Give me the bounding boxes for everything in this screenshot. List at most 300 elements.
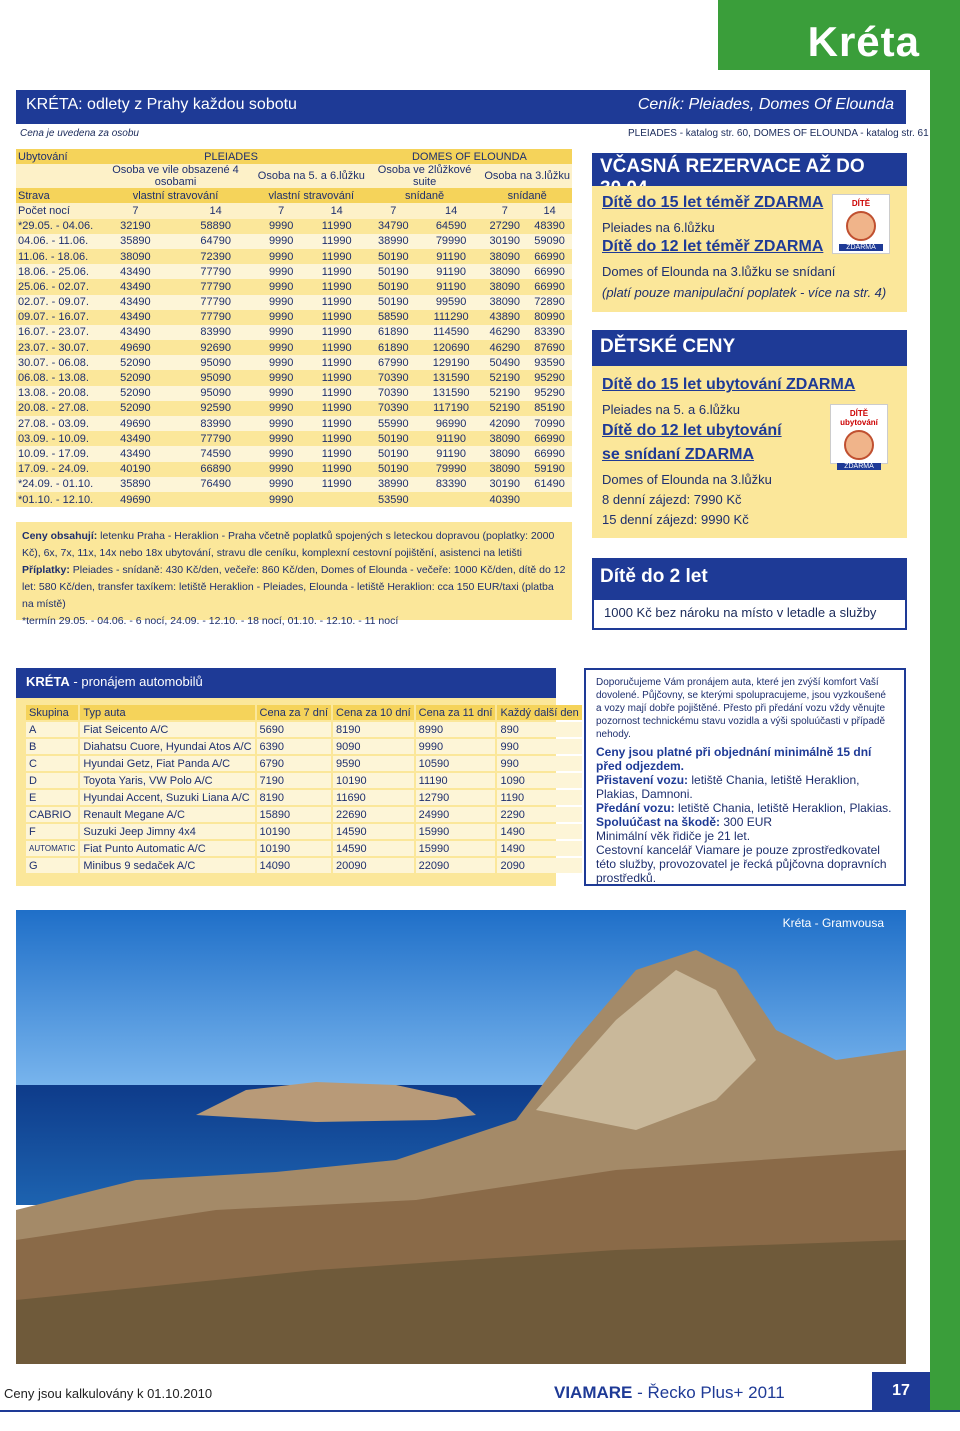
price-cell: 43490 xyxy=(95,325,175,340)
price-cell: 85190 xyxy=(527,401,572,416)
car-price-cell: 14590 xyxy=(333,841,414,856)
price-cell: 11990 xyxy=(307,446,367,461)
price-cell: 50190 xyxy=(367,249,420,264)
child-badge-icon: DÍTĚ ZDARMA xyxy=(832,194,890,254)
price-cell: 9990 xyxy=(256,249,307,264)
price-cell: 50190 xyxy=(367,431,420,446)
price-cell: 27290 xyxy=(482,219,527,234)
price-cell: 70390 xyxy=(367,386,420,401)
price-cell: 50190 xyxy=(367,264,420,279)
term-cell: 20.08. - 27.08. xyxy=(16,401,95,416)
price-cell: 61890 xyxy=(367,340,420,355)
header-d1: Osoba ve 2lůžkové suite xyxy=(367,164,483,188)
car-price-cell: 9090 xyxy=(333,739,414,754)
price-cell: 79990 xyxy=(420,462,482,477)
term-cell: *29.05. - 04.06. xyxy=(18,220,94,233)
notes-box xyxy=(16,522,572,627)
term-cell: 30.07. - 06.08. xyxy=(16,355,95,370)
price-table xyxy=(16,149,572,507)
price-cell: 9990 xyxy=(256,492,307,507)
price-cell: 64590 xyxy=(420,219,482,234)
under-two-text: 1000 Kč bez nároku na místo v letadle a služby xyxy=(592,598,907,630)
price-cell: 77790 xyxy=(176,264,256,279)
car-type-cell: Renault Megane A/C xyxy=(80,807,254,822)
car-info-valid: Ceny jsou platné při objednání minimálně 15 dní před odjezdem. xyxy=(596,745,872,773)
notes-termin: *termín 29.05. - 04.06. - 6 nocí, 24.09. - 12.10. - 18 nocí, 01.10. - 12.10. - 11 nocí xyxy=(22,615,399,627)
kids-link-2a[interactable]: Dítě do 12 let ubytování xyxy=(602,422,782,439)
price-cell: 52190 xyxy=(482,370,527,385)
driver-age: Minimální věk řidiče je 21 let. xyxy=(596,829,751,843)
price-cell xyxy=(307,492,367,507)
price-cell: 77790 xyxy=(176,295,256,310)
car-price-cell: 15990 xyxy=(416,841,496,856)
car-price-cell: 9990 xyxy=(416,739,496,754)
price-cell: 52190 xyxy=(482,401,527,416)
price-cell xyxy=(527,492,572,507)
nights-cell: 14 xyxy=(420,203,482,218)
brand-rest: - Řecko Plus+ 2011 xyxy=(632,1383,785,1402)
term-cell: 18.06. - 25.06. xyxy=(16,264,95,279)
car-row xyxy=(26,824,582,839)
price-cell: 79990 xyxy=(420,234,482,249)
price-cell: 43490 xyxy=(95,431,175,446)
price-cell: 35890 xyxy=(95,234,175,249)
price-cell: 11990 xyxy=(307,219,367,234)
header-bar xyxy=(16,90,906,124)
table-row xyxy=(16,386,572,401)
header-p2: Osoba na 5. a 6.lůžku xyxy=(256,164,367,188)
price-note: Cena je uvedena za osobu xyxy=(20,128,139,139)
nights-cell: 7 xyxy=(367,203,420,218)
term-cell: *01.10. - 12.10. xyxy=(18,493,94,506)
child-face-icon xyxy=(846,211,876,241)
price-cell: 95090 xyxy=(176,370,256,385)
nights-cell: 14 xyxy=(527,203,572,218)
nights-cell: 7 xyxy=(256,203,307,218)
price-cell: 38090 xyxy=(482,264,527,279)
price-cell: 46290 xyxy=(482,340,527,355)
price-cell: 11990 xyxy=(307,264,367,279)
car-row xyxy=(26,790,582,805)
price-cell: 95090 xyxy=(176,386,256,401)
price-cell: 72890 xyxy=(527,295,572,310)
price-cell: 55990 xyxy=(367,416,420,431)
notes-priplatky-text: Pleiades - snídaně: 430 Kč/den, večeře: 860 Kč/den, Domes of Elounda - večeře: 1000 Kč/den, dítě do 12 let: 580 Kč/den, transfer taxíkem: letiště Heraklion - Pleiades, Elounda - letiště Heraklion: cca 150 EUR/taxi (platba na místě) xyxy=(22,564,566,610)
price-cell: 66990 xyxy=(527,264,572,279)
car-row xyxy=(26,756,582,771)
price-cell: 52090 xyxy=(95,401,175,416)
price-cell: 117190 xyxy=(420,401,482,416)
price-cell: 66990 xyxy=(527,446,572,461)
price-cell: 66890 xyxy=(176,462,256,477)
price-cell: 131590 xyxy=(420,370,482,385)
price-cell: 95090 xyxy=(176,355,256,370)
child-badge-icon: DÍTĚ ubytování ZDARMA xyxy=(830,404,888,464)
kids-prices-box xyxy=(592,366,907,538)
price-cell: 91190 xyxy=(420,264,482,279)
kids-prices-heading: DĚTSKÉ CENY xyxy=(592,330,907,366)
return-label: Předání vozu: xyxy=(596,801,675,815)
price-cell: 9990 xyxy=(256,325,307,340)
price-cell: 52090 xyxy=(95,386,175,401)
price-cell: 111290 xyxy=(420,310,482,325)
early-note: (platí pouze manipulační poplatek - více na str. 4) xyxy=(602,285,887,300)
car-col-header: Typ auta xyxy=(80,705,254,720)
price-cell: 74590 xyxy=(176,446,256,461)
notes-ceny-text: letenku Praha - Heraklion - Praha včetně poplatků spojených s leteckou dopravou (poplatky: 2000 Kč), 6x, 7x, 11x, 14x nebo 18x ubytování, stravu dle ceníku, komplexní cestovní pojištění, asistenci na letišti xyxy=(22,530,555,559)
car-price-cell: 6790 xyxy=(257,756,332,771)
price-cell: 11990 xyxy=(307,325,367,340)
price-cell: 58590 xyxy=(367,310,420,325)
car-rental-heading xyxy=(16,668,556,698)
header-noci: Počet nocí xyxy=(16,203,95,218)
car-price-cell: 1490 xyxy=(497,824,581,839)
price-cell: 9990 xyxy=(256,295,307,310)
term-cell: 25.06. - 02.07. xyxy=(16,279,95,294)
table-row xyxy=(16,249,572,264)
price-cell: 43490 xyxy=(95,264,175,279)
table-row xyxy=(16,370,572,385)
term-cell: 27.08. - 03.09. xyxy=(16,416,95,431)
table-row xyxy=(16,355,572,370)
price-cell: 93590 xyxy=(527,355,572,370)
nights-cell: 7 xyxy=(482,203,527,218)
car-price-cell: 8190 xyxy=(257,790,332,805)
early-link-1[interactable]: Dítě do 15 let téměř ZDARMA xyxy=(602,194,824,211)
price-cell: 66990 xyxy=(527,431,572,446)
car-price-cell: 2290 xyxy=(497,807,581,822)
price-cell: 11990 xyxy=(307,310,367,325)
price-cell: 92690 xyxy=(176,340,256,355)
kids-link-1[interactable]: Dítě do 15 let ubytování ZDARMA xyxy=(602,376,856,393)
price-cell: 91190 xyxy=(420,431,482,446)
price-cell: 11990 xyxy=(307,386,367,401)
car-price-cell: 2090 xyxy=(497,858,581,873)
photo-caption: Kréta - Gramvousa xyxy=(782,916,884,930)
price-cell: 66990 xyxy=(527,279,572,294)
price-cell: 9990 xyxy=(256,401,307,416)
price-cell: 38090 xyxy=(482,249,527,264)
price-cell: 9990 xyxy=(256,355,307,370)
price-cell: 38090 xyxy=(482,431,527,446)
car-price-cell: 11690 xyxy=(333,790,414,805)
car-price-cell: 11190 xyxy=(416,773,496,788)
car-type-cell: Toyota Yaris, VW Polo A/C xyxy=(80,773,254,788)
price-cell: 49690 xyxy=(95,492,175,507)
price-cell: 70990 xyxy=(527,416,572,431)
pickup-label: Přistavení vozu: xyxy=(596,773,689,787)
term-cell: 09.07. - 16.07. xyxy=(16,310,95,325)
deductible-label: Spoluúčast na škodě: xyxy=(596,815,721,829)
car-price-cell: 1490 xyxy=(497,841,581,856)
price-cell: 43890 xyxy=(482,310,527,325)
price-cell: 11990 xyxy=(307,416,367,431)
car-group-cell: D xyxy=(26,773,78,788)
price-cell: 92590 xyxy=(176,401,256,416)
car-price-cell: 8190 xyxy=(333,722,414,737)
strava-d2: snídaně xyxy=(482,188,572,203)
table-row xyxy=(16,462,572,477)
price-cell: 43490 xyxy=(95,310,175,325)
table-row xyxy=(16,446,572,461)
price-cell: 49690 xyxy=(95,340,175,355)
table-row xyxy=(16,325,572,340)
price-cell: 131590 xyxy=(420,386,482,401)
notes-ceny-label: Ceny obsahují: xyxy=(22,530,98,542)
car-price-cell: 8990 xyxy=(416,722,496,737)
kids-link-2b[interactable]: se snídaní ZDARMA xyxy=(602,446,755,463)
header-p1: Osoba ve vile obsazené 4 osobami xyxy=(95,164,256,188)
title-block xyxy=(718,0,960,70)
term-cell: 16.07. - 23.07. xyxy=(16,325,95,340)
agency-note: Cestovní kancelář Viamare je pouze zprostředkovatel této služby, provozovatel je řecká půjčovna dopravních prostředků. xyxy=(596,843,887,885)
early-link-2[interactable]: Dítě do 12 let téměř ZDARMA xyxy=(602,238,824,255)
car-group-cell: C xyxy=(26,756,78,771)
price-cell: 42090 xyxy=(482,416,527,431)
car-price-cell: 15990 xyxy=(416,824,496,839)
price-cell: 66990 xyxy=(527,249,572,264)
price-cell: 91190 xyxy=(420,249,482,264)
price-cell: 77790 xyxy=(176,310,256,325)
car-group-cell: CABRIO xyxy=(26,807,78,822)
price-cell: 120690 xyxy=(420,340,482,355)
nights-cell: 14 xyxy=(176,203,256,218)
car-price-cell: 990 xyxy=(497,739,581,754)
footer-note: Ceny jsou kalkulovány k 01.10.2010 xyxy=(4,1386,213,1401)
price-cell: 30190 xyxy=(482,477,527,492)
car-row xyxy=(26,773,582,788)
car-type-cell: Suzuki Jeep Jimny 4x4 xyxy=(80,824,254,839)
price-cell: 64790 xyxy=(176,234,256,249)
car-price-cell: 24990 xyxy=(416,807,496,822)
table-row xyxy=(16,477,572,492)
term-cell: 17.09. - 24.09. xyxy=(16,462,95,477)
price-cell: 76490 xyxy=(176,477,256,492)
table-row xyxy=(16,492,572,507)
price-cell: 9990 xyxy=(256,416,307,431)
car-price-cell: 10190 xyxy=(257,841,332,856)
price-cell: 11990 xyxy=(307,401,367,416)
price-cell: 43490 xyxy=(95,446,175,461)
car-price-cell: 9590 xyxy=(333,756,414,771)
kids-text-2: Domes of Elounda na 3.lůžku xyxy=(602,472,772,487)
price-cell: 38090 xyxy=(482,446,527,461)
deductible-text: 300 EUR xyxy=(720,815,773,829)
price-cell: 35890 xyxy=(95,477,175,492)
price-cell: 9990 xyxy=(256,234,307,249)
price-cell: 9990 xyxy=(256,370,307,385)
table-row xyxy=(16,264,572,279)
car-head-bold: KRÉTA xyxy=(26,674,70,689)
price-cell: 43490 xyxy=(95,279,175,294)
table-row xyxy=(16,401,572,416)
footer-brand xyxy=(554,1383,785,1403)
term-cell: 03.09. - 10.09. xyxy=(16,431,95,446)
price-cell: 129190 xyxy=(420,355,482,370)
price-cell: 96990 xyxy=(420,416,482,431)
price-cell: 59090 xyxy=(527,234,572,249)
price-cell: 70390 xyxy=(367,370,420,385)
price-cell: 9990 xyxy=(256,477,307,492)
car-price-cell: 10190 xyxy=(257,824,332,839)
price-cell: 11990 xyxy=(307,340,367,355)
term-cell: 10.09. - 17.09. xyxy=(16,446,95,461)
car-row xyxy=(26,807,582,822)
car-head-rest: - pronájem automobilů xyxy=(69,674,203,689)
price-cell: 11990 xyxy=(307,295,367,310)
price-cell: 91190 xyxy=(420,279,482,294)
price-cell: 34790 xyxy=(367,219,420,234)
price-cell: 38090 xyxy=(95,249,175,264)
nights-cell: 14 xyxy=(307,203,367,218)
car-price-cell: 22690 xyxy=(333,807,414,822)
car-info-intro: Doporučujeme Vám pronájem auta, které jen zvýší komfort Vaší dovolené. Půjčovny, se kterými spolupracujeme, jsou vyzkoušené a vozy mají dobře pojištěné. Přesto při předání vozu vždy věnujte pozornost technickému stavu vozidla a výši spoluúčasti v případě nehody. xyxy=(596,677,886,740)
car-table xyxy=(24,703,579,875)
under-two-heading: Dítě do 2 let xyxy=(592,558,907,598)
price-cell: 9990 xyxy=(256,310,307,325)
header-title: KRÉTA: odlety z Prahy každou sobotu xyxy=(26,96,297,113)
price-cell: 50190 xyxy=(367,295,420,310)
price-cell: 83390 xyxy=(527,325,572,340)
price-cell: 9990 xyxy=(256,219,307,234)
early-text-2: Domes of Elounda na 3.lůžku se snídaní xyxy=(602,264,836,279)
car-type-cell: Fiat Seicento A/C xyxy=(80,722,254,737)
car-group-cell: E xyxy=(26,790,78,805)
car-row xyxy=(26,858,582,873)
price-cell: 58890 xyxy=(176,219,256,234)
car-type-cell: Minibus 9 sedaček A/C xyxy=(80,858,254,873)
car-row xyxy=(26,739,582,754)
car-price-cell: 1190 xyxy=(497,790,581,805)
strava-p1: vlastní stravování xyxy=(95,188,256,203)
table-row xyxy=(16,310,572,325)
price-cell: 114590 xyxy=(420,325,482,340)
price-cell: 49690 xyxy=(95,416,175,431)
price-cell: 30190 xyxy=(482,234,527,249)
car-type-cell: Diahatsu Cuore, Hyundai Atos A/C xyxy=(80,739,254,754)
term-cell: *24.09. - 01.10. xyxy=(18,478,94,491)
side-strip xyxy=(930,70,960,1410)
price-cell: 9990 xyxy=(256,386,307,401)
price-cell: 9990 xyxy=(256,462,307,477)
car-price-cell: 890 xyxy=(497,722,581,737)
price-cell: 11990 xyxy=(307,355,367,370)
car-price-cell: 1090 xyxy=(497,773,581,788)
price-cell: 50190 xyxy=(367,446,420,461)
term-cell: 23.07. - 30.07. xyxy=(16,340,95,355)
price-cell: 80990 xyxy=(527,310,572,325)
price-cell: 91190 xyxy=(420,446,482,461)
brand-name: VIAMARE xyxy=(554,1383,633,1402)
price-cell: 40190 xyxy=(95,462,175,477)
early-booking-heading: VČASNÁ REZERVACE AŽ DO xyxy=(592,153,907,186)
nights-cell: 7 xyxy=(95,203,175,218)
term-cell: 06.08. - 13.08. xyxy=(16,370,95,385)
car-col-header: Cena za 7 dní xyxy=(257,705,332,720)
car-price-cell: 10190 xyxy=(333,773,414,788)
price-cell: 53590 xyxy=(367,492,420,507)
table-row xyxy=(16,340,572,355)
notes-priplatky-label: Příplatky: xyxy=(22,564,70,576)
price-cell: 38990 xyxy=(367,477,420,492)
car-price-cell: 20090 xyxy=(333,858,414,873)
price-cell: 52190 xyxy=(482,386,527,401)
car-type-cell: Fiat Punto Automatic A/C xyxy=(80,841,254,856)
table-row xyxy=(16,279,572,294)
car-type-cell: Hyundai Getz, Fiat Panda A/C xyxy=(80,756,254,771)
page-title: Kréta xyxy=(807,18,920,65)
header-pleiades: PLEIADES xyxy=(95,149,367,164)
price-cell: 9990 xyxy=(256,431,307,446)
price-cell: 50190 xyxy=(367,462,420,477)
price-cell: 11990 xyxy=(307,279,367,294)
price-cell: 38090 xyxy=(482,462,527,477)
price-cell: 59190 xyxy=(527,462,572,477)
car-price-cell: 12790 xyxy=(416,790,496,805)
term-cell: 04.06. - 11.06. xyxy=(16,234,95,249)
price-cell: 48390 xyxy=(527,219,572,234)
kids-text-1: Pleiades na 5. a 6.lůžku xyxy=(602,402,741,417)
strava-d1: snídaně xyxy=(367,188,483,203)
price-cell: 83990 xyxy=(176,325,256,340)
price-cell: 11990 xyxy=(307,370,367,385)
header-subtitle: Ceník: Pleiades, Domes Of Elounda xyxy=(637,96,894,113)
price-cell: 40390 xyxy=(482,492,527,507)
price-cell: 67990 xyxy=(367,355,420,370)
catalog-ref: PLEIADES - katalog str. 60, DOMES OF ELOUNDA - katalog str. 61 xyxy=(628,128,929,139)
price-cell: 95290 xyxy=(527,370,572,385)
page-number: 17 xyxy=(872,1372,930,1410)
table-row xyxy=(16,431,572,446)
price-cell: 83390 xyxy=(420,477,482,492)
early-booking-box xyxy=(592,186,907,312)
car-col-header: Skupina xyxy=(26,705,78,720)
price-cell: 95290 xyxy=(527,386,572,401)
car-info-box xyxy=(584,668,906,886)
car-price-cell: 5690 xyxy=(257,722,332,737)
car-price-cell: 14090 xyxy=(257,858,332,873)
price-cell: 50190 xyxy=(367,279,420,294)
car-group-cell: AUTOMATIC xyxy=(26,841,78,856)
car-price-cell: 6390 xyxy=(257,739,332,754)
price-cell: 38990 xyxy=(367,234,420,249)
car-price-cell: 10590 xyxy=(416,756,496,771)
price-cell: 70390 xyxy=(367,401,420,416)
table-row xyxy=(16,416,572,431)
table-row xyxy=(16,219,572,234)
header-d2: Osoba na 3.lůžku xyxy=(482,164,572,188)
price-cell: 9990 xyxy=(256,340,307,355)
term-cell: 02.07. - 09.07. xyxy=(16,295,95,310)
car-group-cell: A xyxy=(26,722,78,737)
price-cell: 43490 xyxy=(95,295,175,310)
car-price-cell: 14590 xyxy=(333,824,414,839)
price-cell: 50490 xyxy=(482,355,527,370)
table-row xyxy=(16,295,572,310)
price-cell: 9990 xyxy=(256,264,307,279)
car-group-cell: F xyxy=(26,824,78,839)
car-group-cell: B xyxy=(26,739,78,754)
car-col-header: Cena za 10 dní xyxy=(333,705,414,720)
car-row xyxy=(26,722,582,737)
car-col-header: Cena za 11 dní xyxy=(416,705,496,720)
header-domes: DOMES OF ELOUNDA xyxy=(367,149,572,164)
price-cell: 77790 xyxy=(176,279,256,294)
term-cell: 11.06. - 18.06. xyxy=(16,249,95,264)
car-price-cell: 990 xyxy=(497,756,581,771)
kids-text-4: 15 denní zájezd: 9990 Kč xyxy=(602,512,749,527)
car-col-header: Každý další den xyxy=(497,705,581,720)
